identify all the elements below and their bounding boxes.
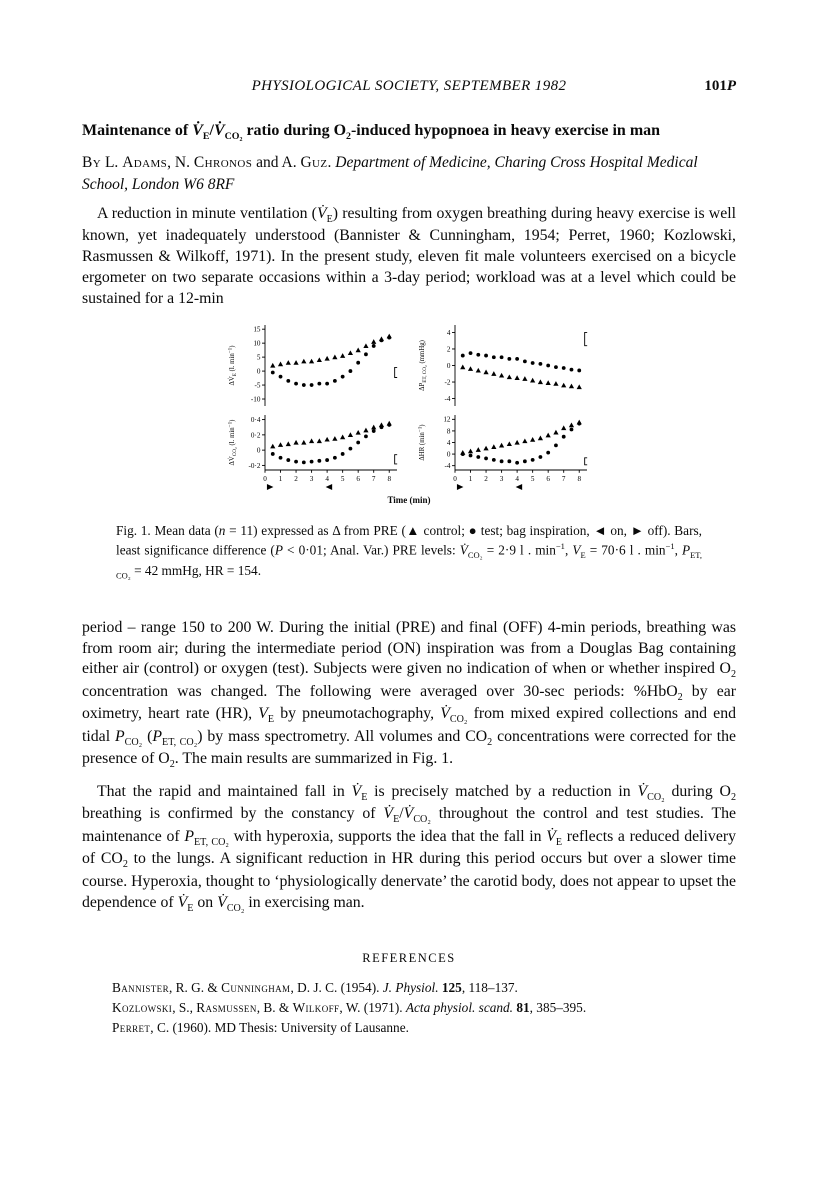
svg-text:0: 0 [446,450,451,459]
svg-text:2: 2 [484,474,488,483]
svg-text:1: 1 [278,474,283,483]
svg-text:ΔPET, CO₂ (mmHg): $\Delta P_{ET, CO_2}$ (mmHg) [419,339,428,391]
figure-panels [82,320,736,494]
svg-text:-10: -10 [250,395,261,404]
svg-text:2: 2 [446,345,451,354]
svg-text:-4: -4 [444,394,451,403]
panel-delta-hr [415,410,593,494]
svg-text:4: 4 [446,328,451,337]
svg-text:0: 0 [256,446,261,455]
svg-text:7: 7 [561,474,566,483]
svg-text:12: 12 [443,415,451,424]
paragraph-2: period – range 150 to 200 W. During the initial (PRE) and final (OFF) 4-min periods, breathing was from room air; during the intermediate period (ON) inspiration was from a Douglas Bag containing either air (control) or oxygen (test). Subjects were given no indication of when or whether inspired $O_2$ concentration was changed. The following were averaged over 30-sec periods: %HbO$_2$ by ear oximetry, heart rate (HR), $V_E$ by pneumotachography, $V̇_{CO_2}$ from mixed expired collections and end tidal $P_{CO_2}$ $(P_{ET, CO_2})$ by mass spectrometry. All volumes and $CO_2$ concentrations were corrected for the presence of $O_2$. The main results are summarized in Fig. 1. [82,618,737,771]
svg-text:5: 5 [340,474,345,483]
svg-text:5: 5 [530,474,535,483]
article-title: Maintenance of $V̇_E/V̇_{CO_2}$ ratio during $O_2$-induced hypopnoea in heavy exercise in man [82,122,661,143]
svg-text:0: 0 [453,474,457,483]
reference-item-1: Bannister, R. G. & Cunningham, D. J. C. (1954). J. Physiol. 125, 118–137. [112,980,518,996]
panel-delta-ve [225,320,403,410]
time-axis-label: Time (min) [387,494,431,505]
svg-text:6: 6 [356,474,360,483]
reference-item-3: Perret, C. (1960). MD Thesis: University of Lausanne. [112,1020,409,1036]
svg-text:-4: -4 [444,461,451,470]
svg-text:0: 0 [446,361,451,370]
svg-text:-0·2: -0·2 [248,461,261,470]
svg-text:3: 3 [499,474,504,483]
page-header [82,78,736,96]
svg-text:8: 8 [387,474,392,483]
svg-text:4: 4 [446,438,451,447]
running-title: PHYSIOLOGICAL SOCIETY, SEPTEMBER 1982 [251,78,567,94]
page-number: 101P [704,78,736,94]
svg-text:1: 1 [468,474,473,483]
figure-caption: Fig. 1. Mean data (n = 11) expressed as Δ from PRE (▲ control; ● test; bag inspiration, ◄ on, ► off). Bars, least significance difference (P < 0·01; Anal. Var.) PRE levels: $V̇_{CO_2} = 2\cdot 9$ l . $\min^{-1}$, $V_E = 70\cdot 6$ l . $\min^{-1}$, $P_{ET, CO_2} = 42$ mmHg, HR = 154. [116,522,703,581]
paragraph-1: A reduction in minute ventilation $(V̇_E)$ resulting from oxygen breathing during heavy exercise is well known, yet inadequately understood (Bannister & Cunningham, 1954; Perret, 1960; Kozlowski, Rasmussen & Wilkoff, 1971). In the present study, eleven fit male volunteers exercised on a bicycle ergometer on two separate occasions within a 3-day period; workload was at a level which could be sustained for a 12-min [82,204,736,307]
svg-text:4: 4 [515,474,519,483]
svg-text:15: 15 [253,325,261,334]
svg-text:-5: -5 [254,381,261,390]
svg-text:0·2: 0·2 [250,430,261,439]
panel-delta-petco2 [415,320,593,410]
svg-text:6: 6 [546,474,550,483]
reference-item-2: Kozlowski, S., Rasmussen, B. & Wilkoff, W. (1971). Acta physiol. scand. 81, 385–395. [112,1000,587,1016]
svg-text:8: 8 [577,474,582,483]
svg-text:3: 3 [309,474,314,483]
references-heading: REFERENCES [362,951,456,966]
svg-text:0: 0 [256,367,261,376]
svg-text:ΔV̇E (l. min−1): $\Delta V̇_E$ (l. $\min^{-1}$) [227,345,238,386]
svg-text:7: 7 [371,474,376,483]
svg-text:4: 4 [325,474,329,483]
svg-text:-2: -2 [444,378,451,387]
figure-1 [82,320,736,582]
svg-text:8: 8 [446,427,451,436]
paragraph-3: That the rapid and maintained fall in $V̇_E$ is precisely matched by a reduction in $V̇_{CO_2}$ during $O_2$ breathing is confirmed by the constancy of $V̇_E/V̇_{CO_2}$ throughout the control and test studies. The maintenance of $P_{ET, CO_2}$ with hyperoxia, supports the idea that the fall in $V̇_E$ reflects a reduced delivery of $CO_2$ to the lungs. A significant reduction in HR during this period occurs but over a slower time course. Hyperoxia, thought to ‘physiologically denervate’ the carotid body, does not appear to upset the dependence of $V̇_E$ on $V̇_{CO_2}$ in exercising man. [82,782,736,914]
references-section [82,951,736,1038]
svg-text:5: 5 [256,353,261,362]
svg-text:0·4: 0·4 [250,415,261,424]
panel-delta-vco2 [225,410,403,494]
svg-text:ΔV̇CO₂ (l. min−1): $\Delta V̇_{CO_2}$ (l. $\min^{-1}$) [227,419,238,466]
svg-text:ΔHR (min−1): ΔHR $(\min^{-1})$ [417,424,426,461]
svg-text:2: 2 [294,474,298,483]
svg-text:0: 0 [263,474,267,483]
svg-text:10: 10 [253,339,261,348]
article-byline: By L. Adams, N. Chronos and A. Guz. Department of Medicine, Charing Cross Hospital Medical School, London W6 8RF [82,153,698,194]
